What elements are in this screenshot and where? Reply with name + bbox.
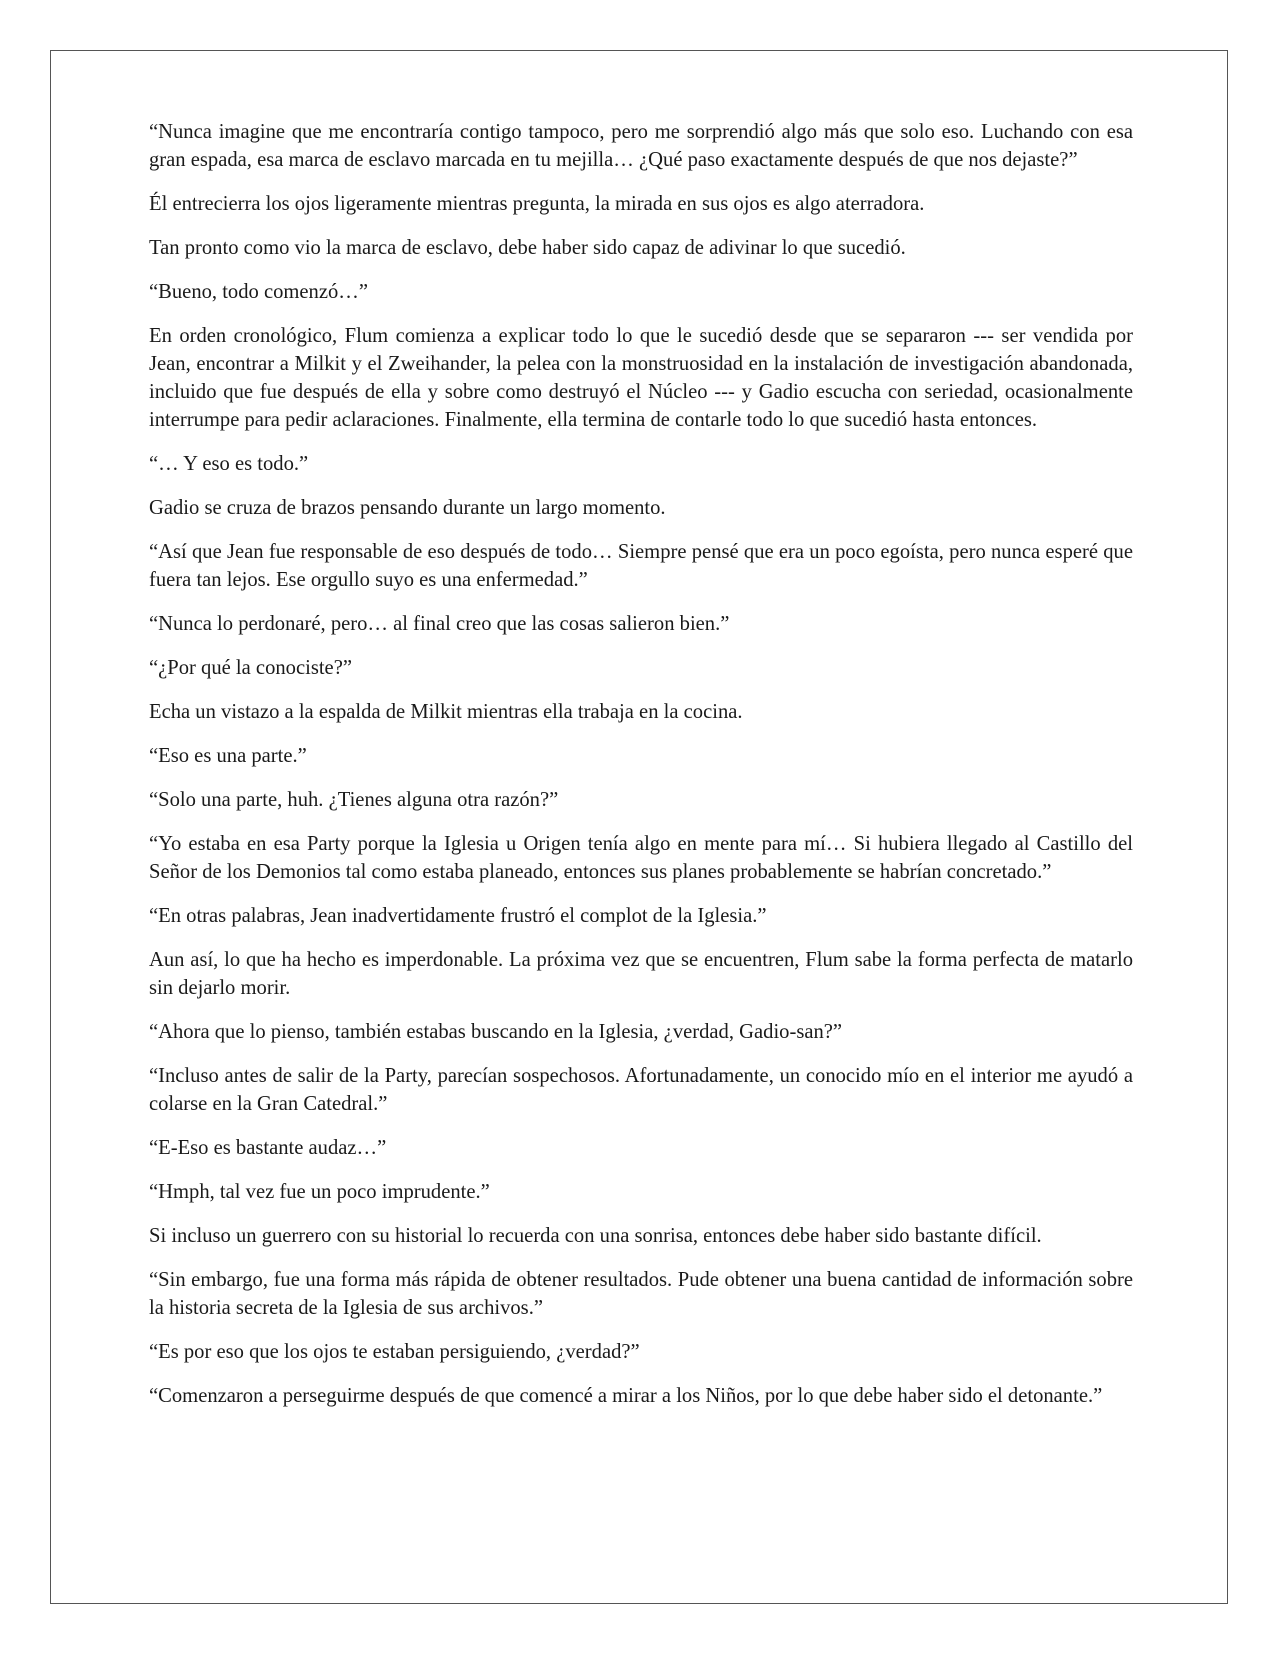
paragraph: “Bueno, todo comenzó…” [149, 281, 369, 303]
paragraph: “Incluso antes de salir de la Party, parecían sospechosos. Afortunadamente, un conocido mío en el interior me ayudó a colarse en la Gran Catedral.” [149, 1065, 1133, 1115]
paragraph: Aun así, lo que ha hecho es imperdonable. La próxima vez que se encuentren, Flum sabe la forma perfecta de matarlo sin dejarlo morir. [149, 949, 1133, 999]
paragraph: “Así que Jean fue responsable de eso después de todo… Siempre pensé que era un poco egoísta, pero nunca esperé que fuera tan lejos. Ese orgullo suyo es una enfermedad.” [149, 541, 1133, 591]
paragraph: “Eso es una parte.” [149, 745, 307, 767]
document-body [149, 118, 1133, 1426]
paragraph: “Comenzaron a perseguirme después de que comencé a mirar a los Niños, por lo que debe haber sido el detonante.” [149, 1385, 1103, 1407]
paragraph: “Ahora que lo pienso, también estabas buscando en la Iglesia, ¿verdad, Gadio-san?” [149, 1021, 843, 1043]
paragraph: Él entrecierra los ojos ligeramente mientras pregunta, la mirada en sus ojos es algo aterradora. [149, 193, 925, 215]
paragraph: “Hmph, tal vez fue un poco imprudente.” [149, 1181, 490, 1203]
paragraph: “Yo estaba en esa Party porque la Iglesia u Origen tenía algo en mente para mí… Si hubiera llegado al Castillo del Señor de los Demonios tal como estaba planeado, entonces sus planes probablemente se habrían concretado.” [149, 833, 1133, 883]
paragraph: “Solo una parte, huh. ¿Tienes alguna otra razón?” [149, 789, 559, 811]
paragraph: “Sin embargo, fue una forma más rápida de obtener resultados. Pude obtener una buena cantidad de información sobre la historia secreta de la Iglesia de sus archivos.” [149, 1269, 1133, 1319]
paragraph: “E-Eso es bastante audaz…” [149, 1137, 387, 1159]
paragraph: “¿Por qué la conociste?” [149, 657, 352, 679]
paragraph: “En otras palabras, Jean inadvertidamente frustró el complot de la Iglesia.” [149, 905, 767, 927]
paragraph: “Nunca lo perdonaré, pero… al final creo que las cosas salieron bien.” [149, 613, 730, 635]
paragraph: “… Y eso es todo.” [149, 453, 309, 475]
paragraph: En orden cronológico, Flum comienza a explicar todo lo que le sucedió desde que se separaron --- ser vendida por Jean, encontrar a Milkit y el Zweihander, la pelea con la monstruosidad en la instalación de investigación abandonada, incluido que fue después de ella y sobre como destruyó el Núcleo --- y Gadio escucha con seriedad, ocasionalmente interrumpe para pedir aclaraciones. Finalmente, ella termina de contarle todo lo que sucedió hasta entonces. [149, 325, 1133, 431]
paragraph: Gadio se cruza de brazos pensando durante un largo momento. [149, 497, 666, 519]
paragraph: “Nunca imagine que me encontraría contigo tampoco, pero me sorprendió algo más que solo eso. Luchando con esa gran espada, esa marca de esclavo marcada en tu mejilla… ¿Qué paso exactamente después de que nos dejaste?” [149, 121, 1133, 171]
paragraph: Tan pronto como vio la marca de esclavo, debe haber sido capaz de adivinar lo que sucedió. [149, 237, 906, 259]
paragraph: Echa un vistazo a la espalda de Milkit mientras ella trabaja en la cocina. [149, 701, 743, 723]
paragraph: “Es por eso que los ojos te estaban persiguiendo, ¿verdad?” [149, 1341, 640, 1363]
paragraph: Si incluso un guerrero con su historial lo recuerda con una sonrisa, entonces debe haber sido bastante difícil. [149, 1225, 1042, 1247]
